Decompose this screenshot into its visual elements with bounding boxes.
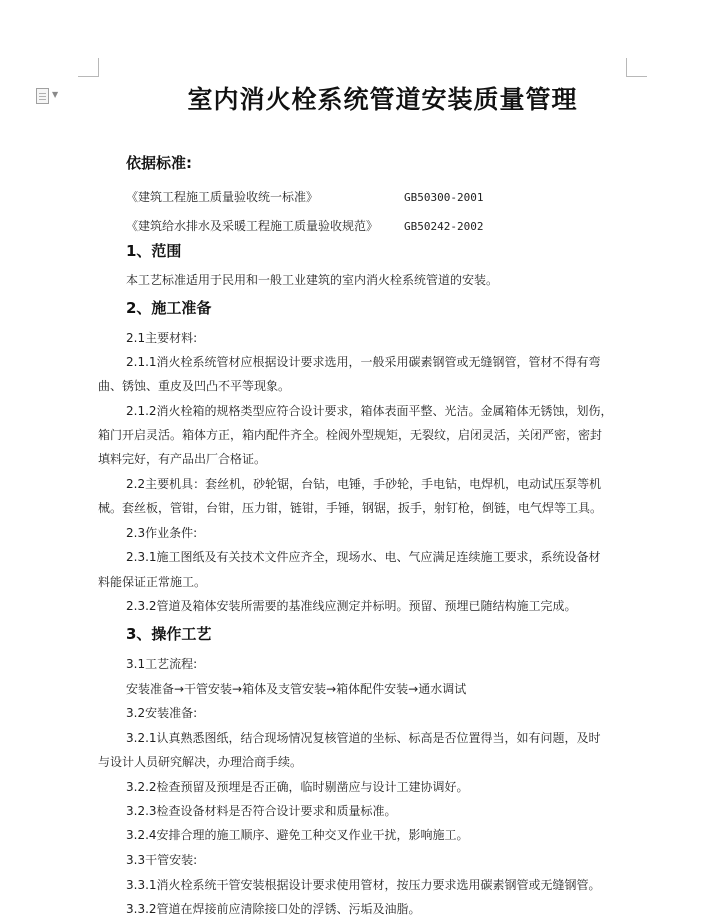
- paragraph-line: 与设计人员研究解决，办理洽商手续。: [98, 755, 303, 769]
- standard-line: [126, 217, 483, 234]
- paragraph-line: 3.3干管安装:: [126, 853, 198, 867]
- document-options-icon[interactable]: ▼: [36, 88, 62, 104]
- paragraph-line: 2.3.2管道及箱体安装所需要的基准线应测定并标明。预留、预埋已随结构施工完成。: [126, 599, 577, 613]
- paragraph-line: 3.2.2检查预留及预埋是否正确，临时剔凿应与设计工建协调好。: [126, 780, 469, 794]
- section-heading-preparation: 2、施工准备: [126, 299, 212, 317]
- section-heading-scope: 1、范围: [126, 242, 182, 260]
- paragraph-line: 2.1.2消火栓箱的规格类型应符合设计要求，箱体表面平整、光洁。金属箱体无锈蚀，划伤，: [126, 404, 613, 418]
- paragraph-line: 填料完好，有产品出厂合格证。: [98, 452, 267, 466]
- paragraph-line: 3.3.1消火栓系统干管安装根据设计要求使用管材，按压力要求选用碳素钢管或无缝钢管。: [126, 878, 601, 892]
- paragraph-line: 3.2.3检查设备材料是否符合设计要求和质量标准。: [126, 804, 397, 818]
- basis-heading: 依据标准:: [126, 154, 192, 172]
- paragraph-line: 本工艺标准适用于民用和一般工业建筑的室内消火栓系统管道的安装。: [126, 273, 499, 287]
- standard-name: 《建筑工程施工质量验收统一标准》: [126, 190, 319, 204]
- paragraph-line: 3.1工艺流程:: [126, 657, 198, 671]
- paragraph-line: 3.3.2管道在焊接前应清除接口处的浮锈、污垢及油脂。: [126, 902, 421, 916]
- standard-line: [126, 188, 483, 205]
- document-title: 室内消火栓系统管道安装质量管理: [187, 85, 578, 114]
- paragraph-line: 曲、锈蚀、重皮及凹凸不平等现象。: [98, 379, 291, 393]
- paragraph-line: 3.2.4安排合理的施工顺序、避免工种交叉作业干扰，影响施工。: [126, 828, 469, 842]
- paragraph-line: 2.3.1施工图纸及有关技术文件应齐全，现场水、电、气应满足连续施工要求，系统设备材: [126, 550, 601, 564]
- crop-mark-top-left: [78, 58, 99, 77]
- paragraph-line: 械。套丝板，管钳，台钳，压力钳，链钳，手锤，钢锯，扳手，射钉枪，倒链，电气焊等工具。: [98, 501, 603, 515]
- crop-mark-top-right: [626, 58, 647, 77]
- paragraph-line: 2.2主要机具：套丝机，砂轮锯，台钻，电锤，手砂轮，手电钻，电焊机，电动试压泵等机: [126, 477, 602, 491]
- paragraph-line: 2.1主要材料:: [126, 331, 198, 345]
- section-heading-process: 3、操作工艺: [126, 625, 212, 643]
- paragraph-line: 料能保证正常施工。: [98, 575, 207, 589]
- paragraph-line: 3.2.1认真熟悉图纸，结合现场情况复核管道的坐标、标高是否位置得当，如有问题，及时: [126, 731, 601, 745]
- standard-code: GB50300-2001: [404, 191, 484, 204]
- paragraph-line: 2.1.1消火栓系统管材应根据设计要求选用，一般采用碳素钢管或无缝钢管，管材不得有弯: [126, 355, 601, 369]
- paragraph-line: 2.3作业条件:: [126, 526, 198, 540]
- standard-code: GB50242-2002: [404, 220, 484, 233]
- paragraph-line: 安装准备→干管安装→箱体及支管安装→箱体配件安装→通水调试: [126, 682, 467, 696]
- standard-name: 《建筑给水排水及采暖工程施工质量验收规范》: [126, 219, 379, 233]
- paragraph-line: 箱门开启灵活。箱体方正，箱内配件齐全。栓阀外型规矩，无裂纹，启闭灵活，关闭严密，密封: [98, 428, 603, 442]
- paragraph-line: 3.2安装准备:: [126, 706, 198, 720]
